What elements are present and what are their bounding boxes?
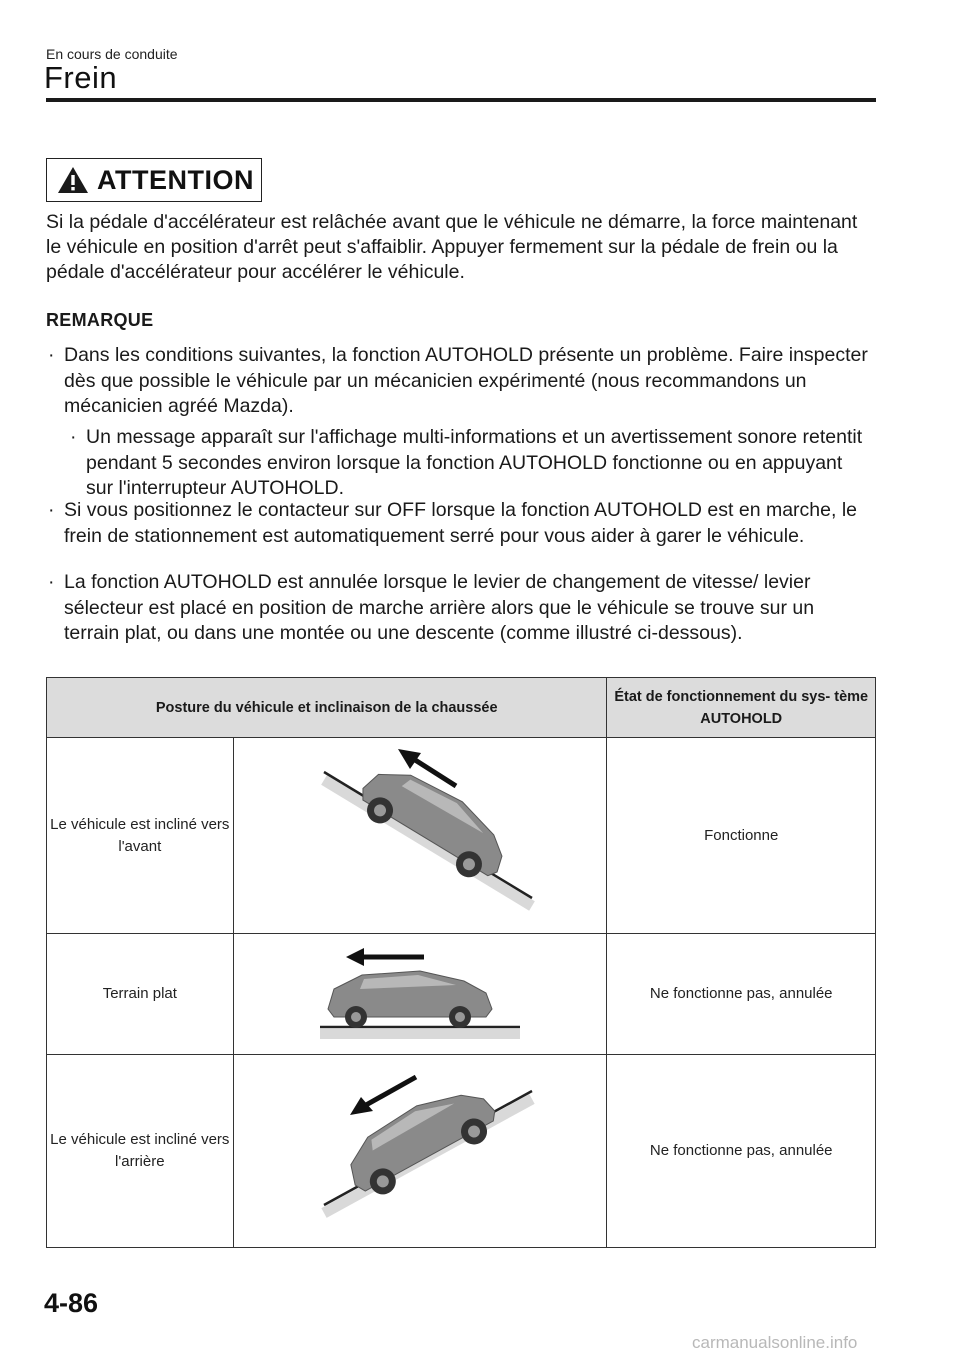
remark-item-text: Dans les conditions suivantes, la fonction AUTOHOLD présente un problème. Faire inspecter dès que possible le véhicule par un mécanicien expérimenté (nous recommandons un mécanicien agréé Mazda). (64, 344, 868, 417)
watermark-text: carmanualsonline.info (692, 1333, 858, 1352)
posture-label: Le véhicule est incliné vers l'arrière (47, 1055, 234, 1248)
attention-label: ATTENTION (97, 164, 254, 195)
table-row (47, 1055, 876, 1248)
page-number: 4-86 (44, 1288, 99, 1318)
remark-item-2 (48, 498, 874, 549)
posture-illustration (233, 1055, 607, 1248)
state-label: Ne fonctionne pas, annulée (607, 934, 876, 1055)
page-title: Frein (44, 60, 118, 95)
remark-item-1 (48, 343, 874, 420)
table-header-row (47, 678, 876, 738)
table-header-state: État de fonctionnement du sys- tème AUTOHOLD (607, 678, 876, 738)
warning-triangle-icon (57, 166, 89, 194)
bullet-glyph: · (48, 344, 55, 366)
remark-subitem-1 (70, 425, 866, 502)
car-flat-illustration (300, 939, 540, 1049)
posture-illustration (233, 934, 607, 1055)
remark-item-text: Si vous positionnez le contacteur sur OFF lorsque la fonction AUTOHOLD est en marche, le frein de stationnement est automatiquement serré pour vous aider à garer le véhicule. (64, 499, 858, 547)
remark-item-text: Un message apparaît sur l'affichage multi-informations et un avertissement sonore retentit pendant 5 secondes environ lorsque la fonction AUTOHOLD fonctionne ou en appuyant sur l'interrupteur AUTOHOLD. (86, 426, 863, 499)
car-downhill-illustration (270, 1061, 570, 1241)
posture-label: Terrain plat (47, 934, 234, 1055)
header-divider (46, 98, 876, 102)
table-row (47, 738, 876, 934)
bullet-glyph: · (48, 499, 55, 521)
bullet-glyph: · (48, 571, 55, 593)
table-row (47, 934, 876, 1055)
posture-illustration (233, 738, 607, 934)
remark-item-text: La fonction AUTOHOLD est annulée lorsque le levier de changement de vitesse/ levier sélecteur est placé en position de marche arrière alors que le véhicule se trouve sur un terrain plat, ou dans une montée ou une descente (comme illustré ci-dessous). (64, 571, 815, 644)
posture-label: Le véhicule est incliné vers l'avant (47, 738, 234, 934)
car-uphill-illustration (270, 746, 570, 926)
table-header-posture: Posture du véhicule et inclinaison de la chaussée (47, 678, 607, 738)
remark-heading: REMARQUE (46, 310, 154, 330)
autohold-operation-table (46, 677, 876, 1248)
header-section-label: En cours de conduite (46, 46, 178, 62)
attention-text: Si la pédale d'accélérateur est relâchée avant que le véhicule ne démarre, la force maintenant le véhicule en position d'arrêt peut s'affaiblir. Appuyer fermement sur la pédale de frein ou la pédale d'accélérateur pour accélérer le véhicule. (46, 211, 858, 283)
state-label: Fonctionne (607, 738, 876, 934)
remark-item-3 (48, 570, 874, 647)
bullet-glyph: · (70, 426, 77, 448)
state-label: Ne fonctionne pas, annulée (607, 1055, 876, 1248)
attention-badge (46, 158, 262, 202)
